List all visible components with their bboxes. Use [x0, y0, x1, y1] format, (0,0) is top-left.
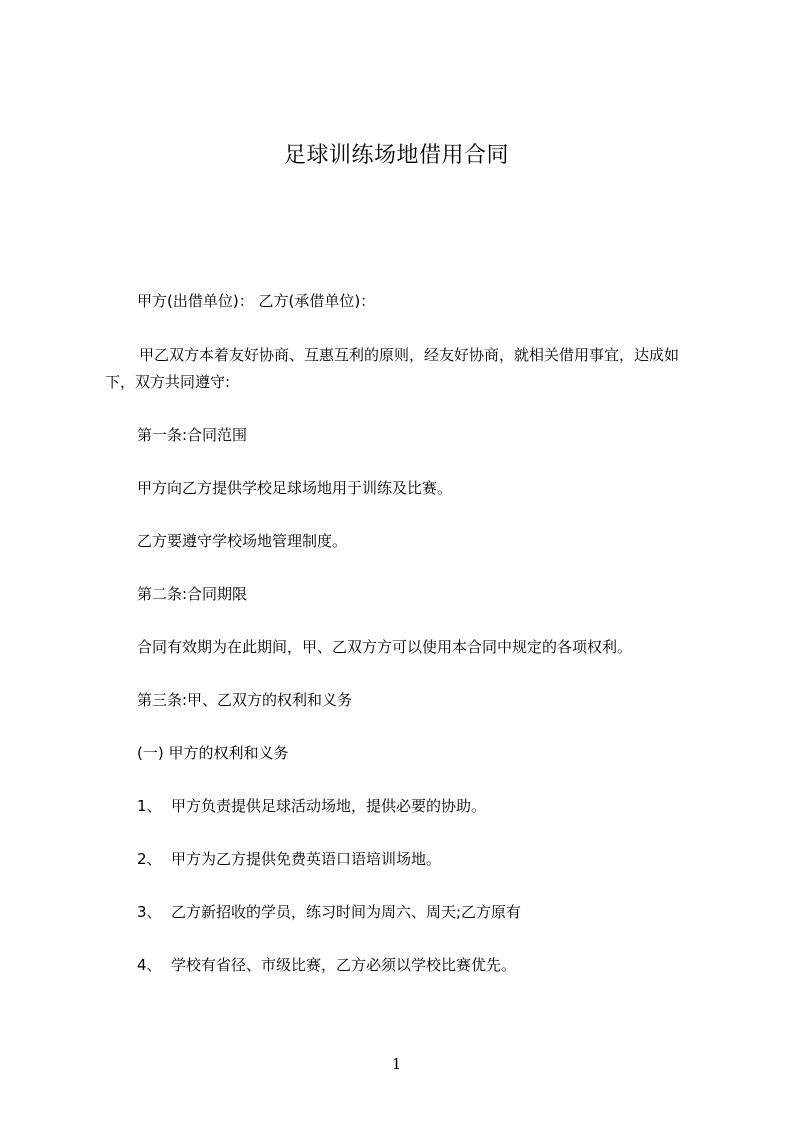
- intro-paragraph: 甲乙双方本着友好协商、互惠互利的原则，经友好协商，就相关借用事宜，达成如下，双方共同遵守:: [105, 346, 680, 391]
- list-item: [137, 796, 486, 816]
- article1-paragraph-2: 乙方要遵守学校场地管理制度。: [137, 532, 348, 550]
- list-item: [137, 955, 516, 975]
- article1-paragraph-1: 甲方向乙方提供学校足球场地用于训练及比赛。: [137, 479, 453, 497]
- article1-heading: 第一条:合同范围: [137, 426, 248, 444]
- list-item-text: 学校有省径、市级比赛，乙方必须以学校比赛优先。: [171, 956, 517, 974]
- article2-heading: 第二条:合同期限: [137, 585, 248, 603]
- list-item: [137, 902, 521, 922]
- article2-paragraph-1: 合同有效期为在此期间，甲、乙双方方可以使用本合同中规定的各项权利。: [137, 638, 633, 656]
- list-item-text: 甲方负责提供足球活动场地，提供必要的协助。: [171, 797, 487, 815]
- list-item-number: 3、: [137, 903, 162, 921]
- list-item-number: 2、: [137, 850, 162, 868]
- list-item: [137, 849, 441, 869]
- page-number: 1: [391, 1055, 402, 1073]
- list-item-number: 4、: [137, 956, 162, 974]
- document-title: 足球训练场地借用合同: [283, 143, 509, 168]
- list-item-text: 乙方新招收的学员，练习时间为周六、周天;乙方原有: [171, 903, 522, 921]
- list-item-text: 甲方为乙方提供免费英语口语培训场地。: [171, 850, 442, 868]
- section1-heading: (一) 甲方的权利和义务: [137, 744, 289, 762]
- list-item-number: 1、: [137, 797, 162, 815]
- parties-line: 甲方(出借单位)： 乙方(承借单位)：: [137, 292, 376, 310]
- article3-heading: 第三条:甲、乙双方的权利和义务: [137, 691, 353, 709]
